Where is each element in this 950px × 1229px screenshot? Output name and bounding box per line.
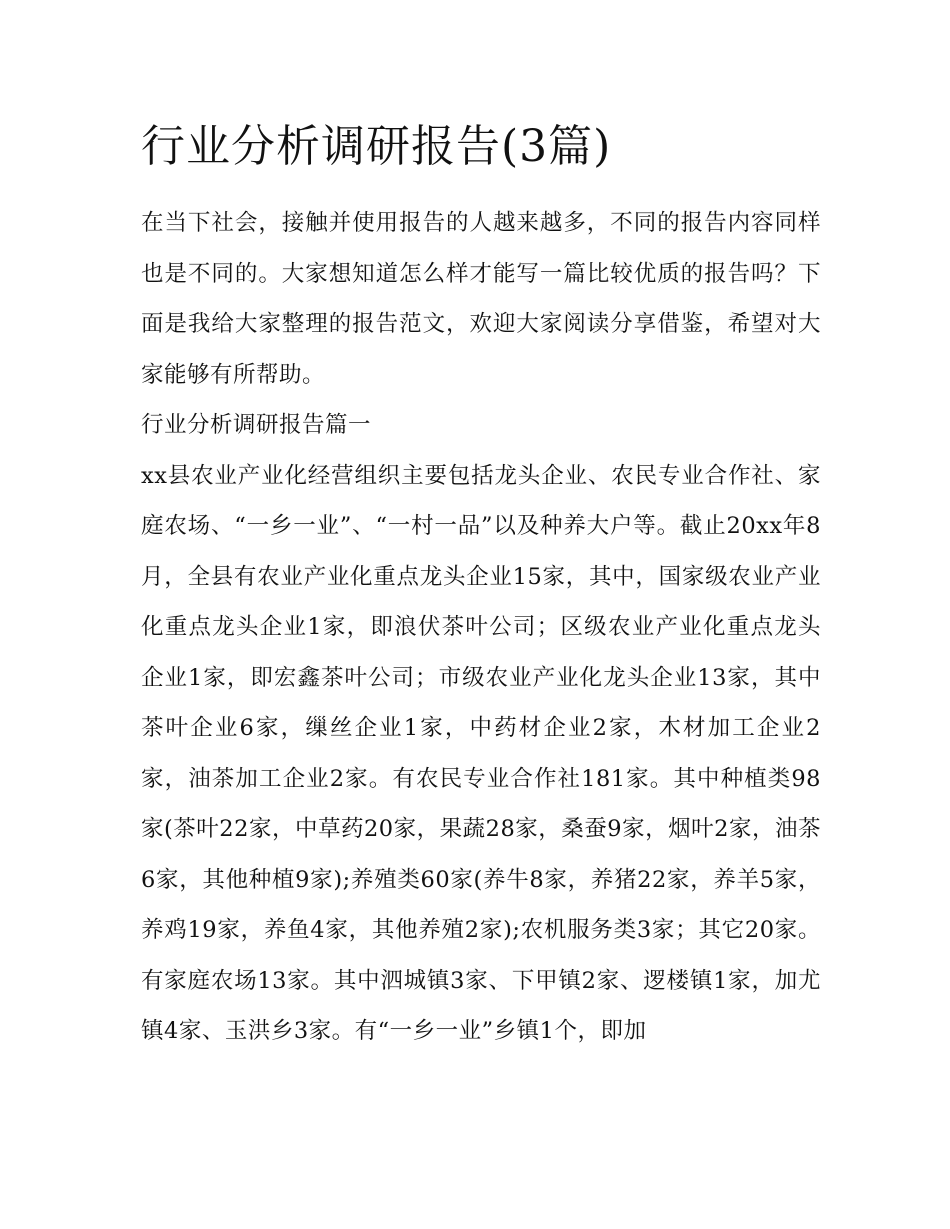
document-page (141, 116, 821, 1057)
section-heading: 行业分析调研报告篇一 (141, 412, 372, 438)
body-paragraph: xx县农业产业化经营组织主要包括龙头企业、农民专业合作社、家庭农场、“一乡一业”、“一村一品”以及种养大户等。截止20xx年8月，全县有农业产业化重点龙头企业15家，其中，国家级农业产业化重点龙头企业1家，即浪伏茶叶公司；区级农业产业化重点龙头企业1家，即宏鑫茶叶公司；市级农业产业化龙头企业13家，其中茶叶企业6家，缫丝企业1家，中药材企业2家，木材加工企业2家，油茶加工企业2家。有农民专业合作社181家。其中种植类98家(茶叶22家，中草药20家，果蔬28家，桑蚕9家，烟叶2家，油茶6家，其他种植9家);养殖类60家(养牛8家，养猪22家，养羊5家，养鸡19家，养鱼4家，其他养殖2家);农机服务类3家；其它20家。有家庭农场13家。其中泗城镇3家、下甲镇2家、逻楼镇1家，加尤镇4家、玉洪乡3家。有“一乡一业”乡镇1个，即加 (141, 462, 821, 1044)
document-title: 行业分析调研报告(3篇) (141, 121, 612, 172)
intro-paragraph: 在当下社会，接触并使用报告的人越来越多，不同的报告内容同样也是不同的。大家想知道怎么样才能写一篇比较优质的报告吗？下面是我给大家整理的报告范文，欢迎大家阅读分享借鉴，希望对大家能够有所帮助。 (141, 210, 821, 388)
